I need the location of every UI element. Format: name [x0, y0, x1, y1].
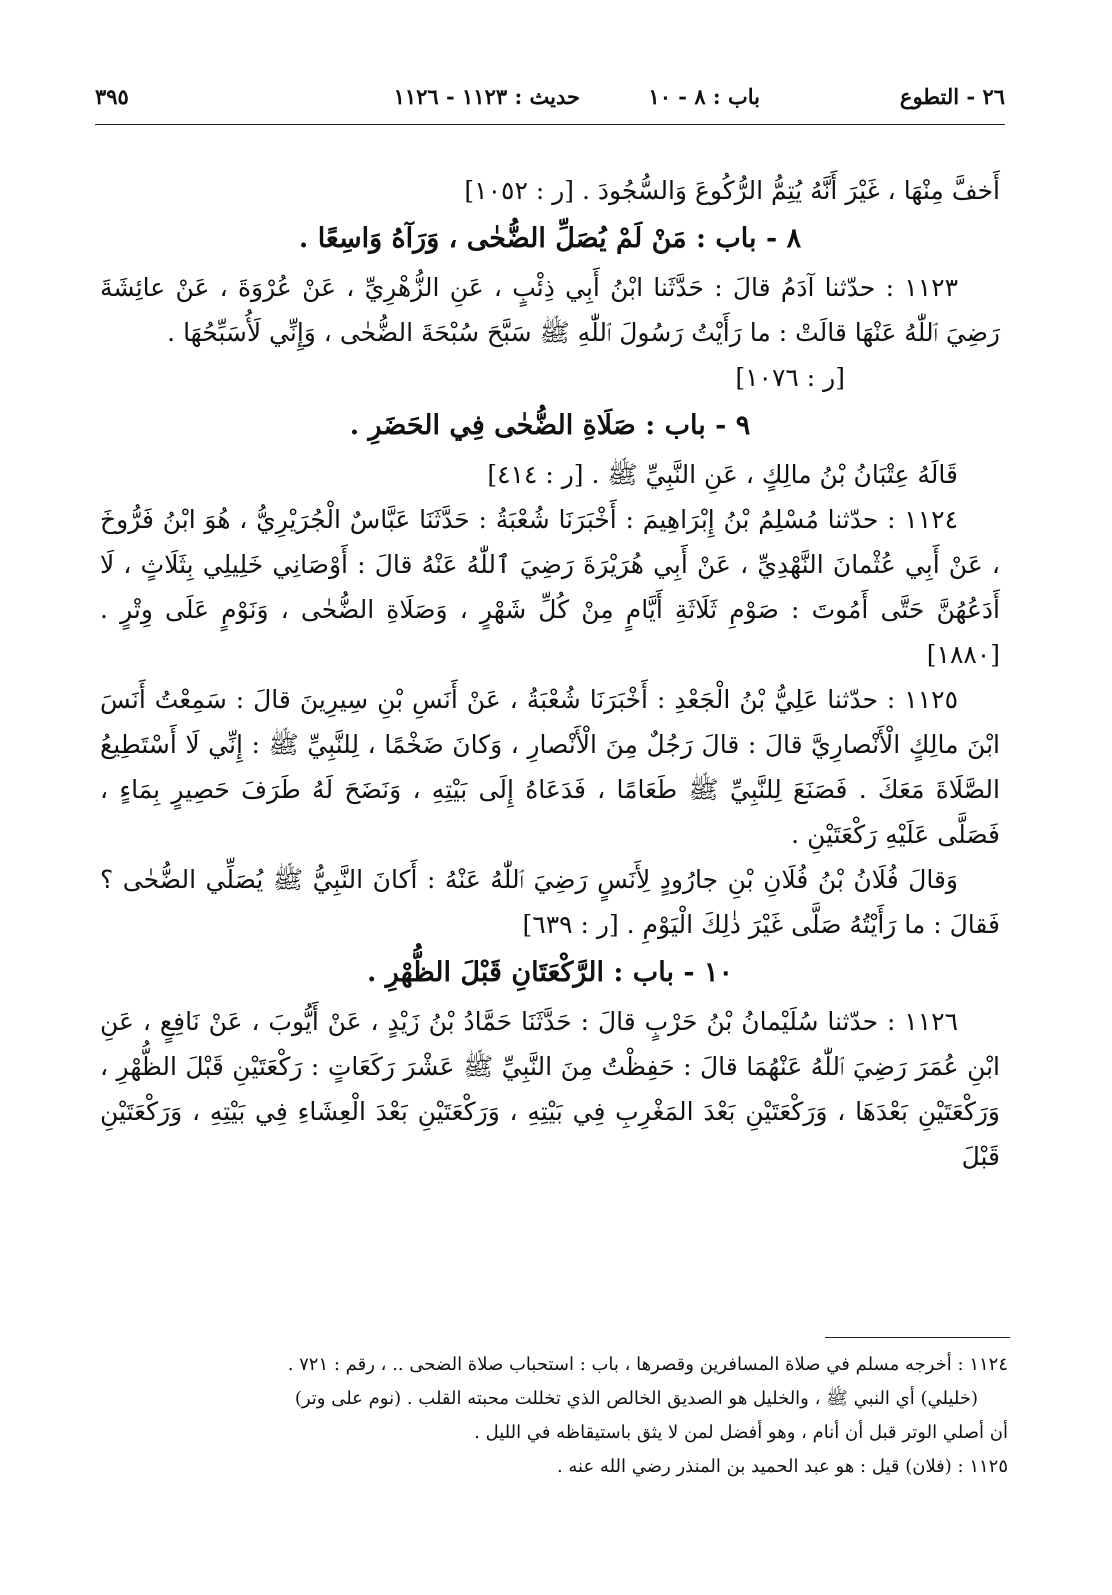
- footnote-1125: ١١٢٥ : (فلان) قيل : هو عبد الحميد بن المنذر رضي الله عنه .: [556, 1456, 1008, 1477]
- footnote-1124-explanation-cont: أن أصلي الوتر قبل أن أنام ، وهو أفضل لمن لا يثق باستيقاظه في الليل .: [474, 1422, 1008, 1443]
- chapter-title-8: ٨ - باب : مَنْ لَمْ يُصَلِّ الضُّحٰى ، وَرَآهُ وَاسِعًا .: [298, 223, 802, 254]
- hadith-1124: ١١٢٤ : حدّثنا مُسْلِمُ بْنُ إِبْرَاهِيمَ : أَخْبَرَنَا شُعْبَةُ : حَدَّثَنَا عَبَّاسٌ الْجُرَيْرِيُّ ، هُوَ ابْنُ فَرُّوخَ ، عَنْ أَبِي عُثْمانَ النَّهْدِيِّ ، عَنْ أَبِي هُرَيْرَةَ رَضِيَ ٱللّٰهُ عَنْهُ قالَ : أَوْصَانِي خَلِيلِي بِثَلَاثٍ ، لَا أَدَعُهُنَّ حَتَّى أَمُوتَ : صَوْمِ ثَلَاثَةِ أَيَّامٍ مِنْ كُلِّ شَهْرٍ ، وَصَلَاةِ الضُّحٰى ، وَنَوْمٍ عَلَى وِتْرٍ . [١٨٨٠]: [100, 505, 1000, 669]
- running-header: [95, 84, 1005, 120]
- main-text: [100, 168, 1000, 1179]
- footnotes: [80, 1348, 1008, 1484]
- page-number: ٣٩٥: [95, 84, 129, 109]
- footnote-1124-explanation: (خليلي) أي النبي ﷺ ، والخليل هو الصديق الخالص الذي تخللت محبته القلب . (نوم على وتر): [294, 1388, 978, 1409]
- chapter-9-intro: قَالَهُ عِتْبَانُ بْنُ مالِكٍ ، عَنِ النَّبِيِّ ﷺ . [ر : ٤١٤]: [487, 460, 958, 489]
- footnote-separator: [825, 1337, 1010, 1338]
- hadith-1125: ١١٢٥ : حدّثنا عَلِيُّ بْنُ الْجَعْدِ : أَخْبَرَنَا شُعْبَةُ ، عَنْ أَنَسِ بْنِ سِيرِينَ قالَ : سَمِعْتُ أَنَسَ ابْنَ مالِكٍ الْأَنْصارِيَّ قالَ : قالَ رَجُلٌ مِنَ الْأَنْصارِ ، وَكانَ ضَخْمًا ، لِلنَّبِيِّ ﷺ : إِنِّي لَا أَسْتَطِيعُ الصَّلَاةَ مَعَكَ . فَصَنَعَ لِلنَّبِيِّ ﷺ طَعَامًا ، فَدَعَاهُ إِلَى بَيْتِهِ ، وَنَضَحَ لَهُ طَرَفَ حَصِيرٍ بِمَاءٍ ، فَصَلَّى عَلَيْهِ رَكْعَتَيْنِ .: [100, 685, 1000, 849]
- header-rule: [95, 124, 1005, 125]
- hadith-1123-reference: [ر : ١٠٧٦]: [735, 363, 845, 392]
- hadith-1125-continuation: وَقالَ فُلَانُ بْنُ فُلَانِ بْنِ جارُودٍ لِأَنَسٍ رَضِيَ ٱللّٰهُ عَنْهُ : أَكانَ النَّبِيُّ ﷺ يُصَلِّي الضُّحٰى ؟ فَقالَ : ما رَأَيْتُهُ صَلَّى غَيْرَ ذٰلِكَ الْيَوْمِ . [ر : ٦٣٩]: [100, 865, 1000, 939]
- header-chapter: ٢٦ - التطوع: [899, 84, 1005, 109]
- chapter-title-10: ١٠ - باب : الرَّكْعَتَانِ قَبْلَ الظُّهْرِ .: [367, 957, 733, 988]
- hadith-1123: ١١٢٣ : حدّثنا آدَمُ قالَ : حَدَّثَنا ابْنُ أَبِي ذِئْبٍ ، عَنِ الزُّهْرِيِّ ، عَنْ عُرْوَةَ ، عَنْ عائِشَةَ رَضِيَ ٱللّٰهُ عَنْهَا قالَتْ : ما رَأَيْتُ رَسُولَ ٱللّٰهِ ﷺ سَبَّحَ سُبْحَةَ الضُّحٰى ، وَإِنِّي لَأُسَبِّحُهَا .: [100, 273, 1000, 347]
- header-bab-range: باب : ٨ - ١٠: [648, 84, 760, 109]
- header-hadith-range: حديث : ١١٢٣ - ١١٢٦: [393, 84, 580, 109]
- footnote-1124: ١١٢٤ : أخرجه مسلم في صلاة المسافرين وقصرها ، باب : استحباب صلاة الضحى .. ، رقم : ٧٢١ .: [287, 1354, 1008, 1375]
- continuation-paragraph: أَخفَّ مِنْهَا ، غَيْرَ أَنَّهُ يُتِمُّ الرُّكُوعَ وَالسُّجُودَ . [ر : ١٠٥٢]: [464, 176, 1000, 205]
- hadith-1126: ١١٢٦ : حدّثنا سُلَيْمانُ بْنُ حَرْبٍ قالَ : حَدَّثَنَا حَمَّادُ بْنُ زَيْدٍ ، عَنْ أَيُّوبَ ، عَنْ نَافِعٍ ، عَنِ ابْنِ عُمَرَ رَضِيَ ٱللّٰهُ عَنْهُمَا قالَ : حَفِظْتُ مِنَ النَّبِيِّ ﷺ عَشْرَ رَكَعَاتٍ : رَكْعَتَيْنِ قَبْلَ الظُّهْرِ ، وَرَكْعَتَيْنِ بَعْدَهَا ، وَرَكْعَتَيْنِ بَعْدَ المَغْرِبِ فِي بَيْتِهِ ، وَرَكْعَتَيْنِ بَعْدَ الْعِشَاءِ فِي بَيْتِهِ ، وَرَكْعَتَيْنِ قَبْلَ: [100, 1007, 1000, 1171]
- chapter-title-9: ٩ - باب : صَلَاةِ الضُّحٰى فِي الحَضَرِ .: [349, 410, 751, 441]
